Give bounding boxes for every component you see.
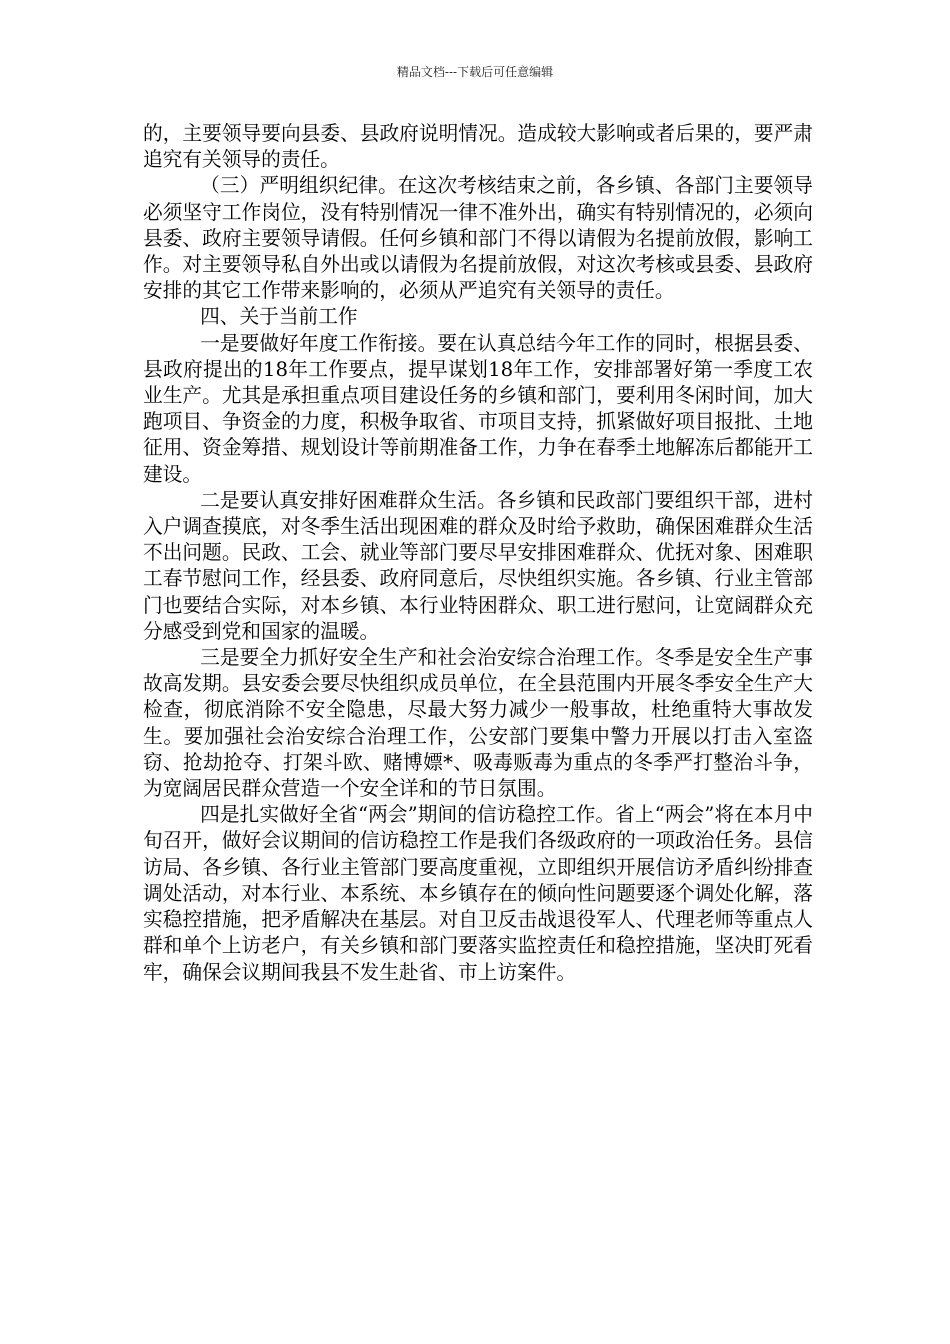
paragraph-discipline: （三）严明组织纪律。在这次考核结束之前，各乡镇、各部门主要领导必须坚守工作岗位，没有特别情况一律不准外出，确实有特别情况的，必须向县委、政府主要领导请假。任何乡镇和部门不得以请假为名提前放假，影响工作。对主要领导私自外出或以请假为名提前放假，对这次考核或县委、县政府安排的其它工作带来影响的，必须从严追究有关领导的责任。 <box>143 174 813 303</box>
page-header: 精品文档---下载后可任意编辑 <box>396 65 554 79</box>
paragraph-annual-work: 一是要做好年度工作衔接。要在认真总结今年工作的同时，根据县委、县政府提出的18年工作要点，提早谋划18年工作，安排部署好第一季度工农业生产。尤其是承担重点项目建设任务的乡镇和部门，要利用冬闲时间，加大跑项目、争资金的力度，积极争取省、市项目支持，抓紧做好项目报批、土地征用、资金筹措、规划设计等前期准备工作，力争在春季土地解冻后都能开工建设。 <box>143 331 813 486</box>
paragraph-needy-masses: 二是要认真安排好困难群众生活。各乡镇和民政部门要组织干部，进村入户调查摸底，对冬季生活出现困难的群众及时给予救助，确保困难群众生活不出问题。民政、工会、就业等部门要尽早安排困难群众、优抚对象、困难职工春节慰问工作，经县委、政府同意后，尽快组织实施。各乡镇、行业主管部门也要结合实际，对本乡镇、本行业特困群众、职工进行慰问，让宽阔群众充分感受到党和国家的温暖。 <box>143 488 813 643</box>
document-body <box>143 121 813 986</box>
paragraph-safety-production: 三是要全力抓好安全生产和社会治安综合治理工作。冬季是安全生产事故高发期。县安委会要尽快组织成员单位，在全县范围内开展冬季安全生产大检查，彻底消除不安全隐患，尽最大努力减少一般事故，杜绝重特大事故发生。要加强社会治安综合治理工作，公安部门要集中警力开展以打击入室盗窃、抢劫抢夺、打架斗欧、赌博嫖*、吸毒贩毒为重点的冬季严打整治斗争，为宽阔居民群众营造一个安全详和的节日氛围。 <box>143 646 813 801</box>
paragraph-continuation: 的，主要领导要向县委、县政府说明情况。造成较大影响或者后果的，要严肃追究有关领导的责任。 <box>143 122 813 172</box>
section-heading-current-work: 四、关于当前工作 <box>200 305 358 329</box>
paragraph-petition-control: 四是扎实做好全省“两会”期间的信访稳控工作。省上“两会”将在本月中旬召开，做好会议期间的信访稳控工作是我们各级政府的一项政治任务。县信访局、各乡镇、各行业主管部门要高度重视，立即组织开展信访矛盾纠纷排查调处活动，对本行业、本系统、本乡镇存在的倾向性问题要逐个调处化解，落实稳控措施，把矛盾解决在基层。对自卫反击战退役军人、代理老师等重点人群和单个上访老户，有关乡镇和部门要落实监控责任和稳控措施，坚决盯死看牢，确保会议期间我县不发生赴省、市上访案件。 <box>143 803 813 984</box>
